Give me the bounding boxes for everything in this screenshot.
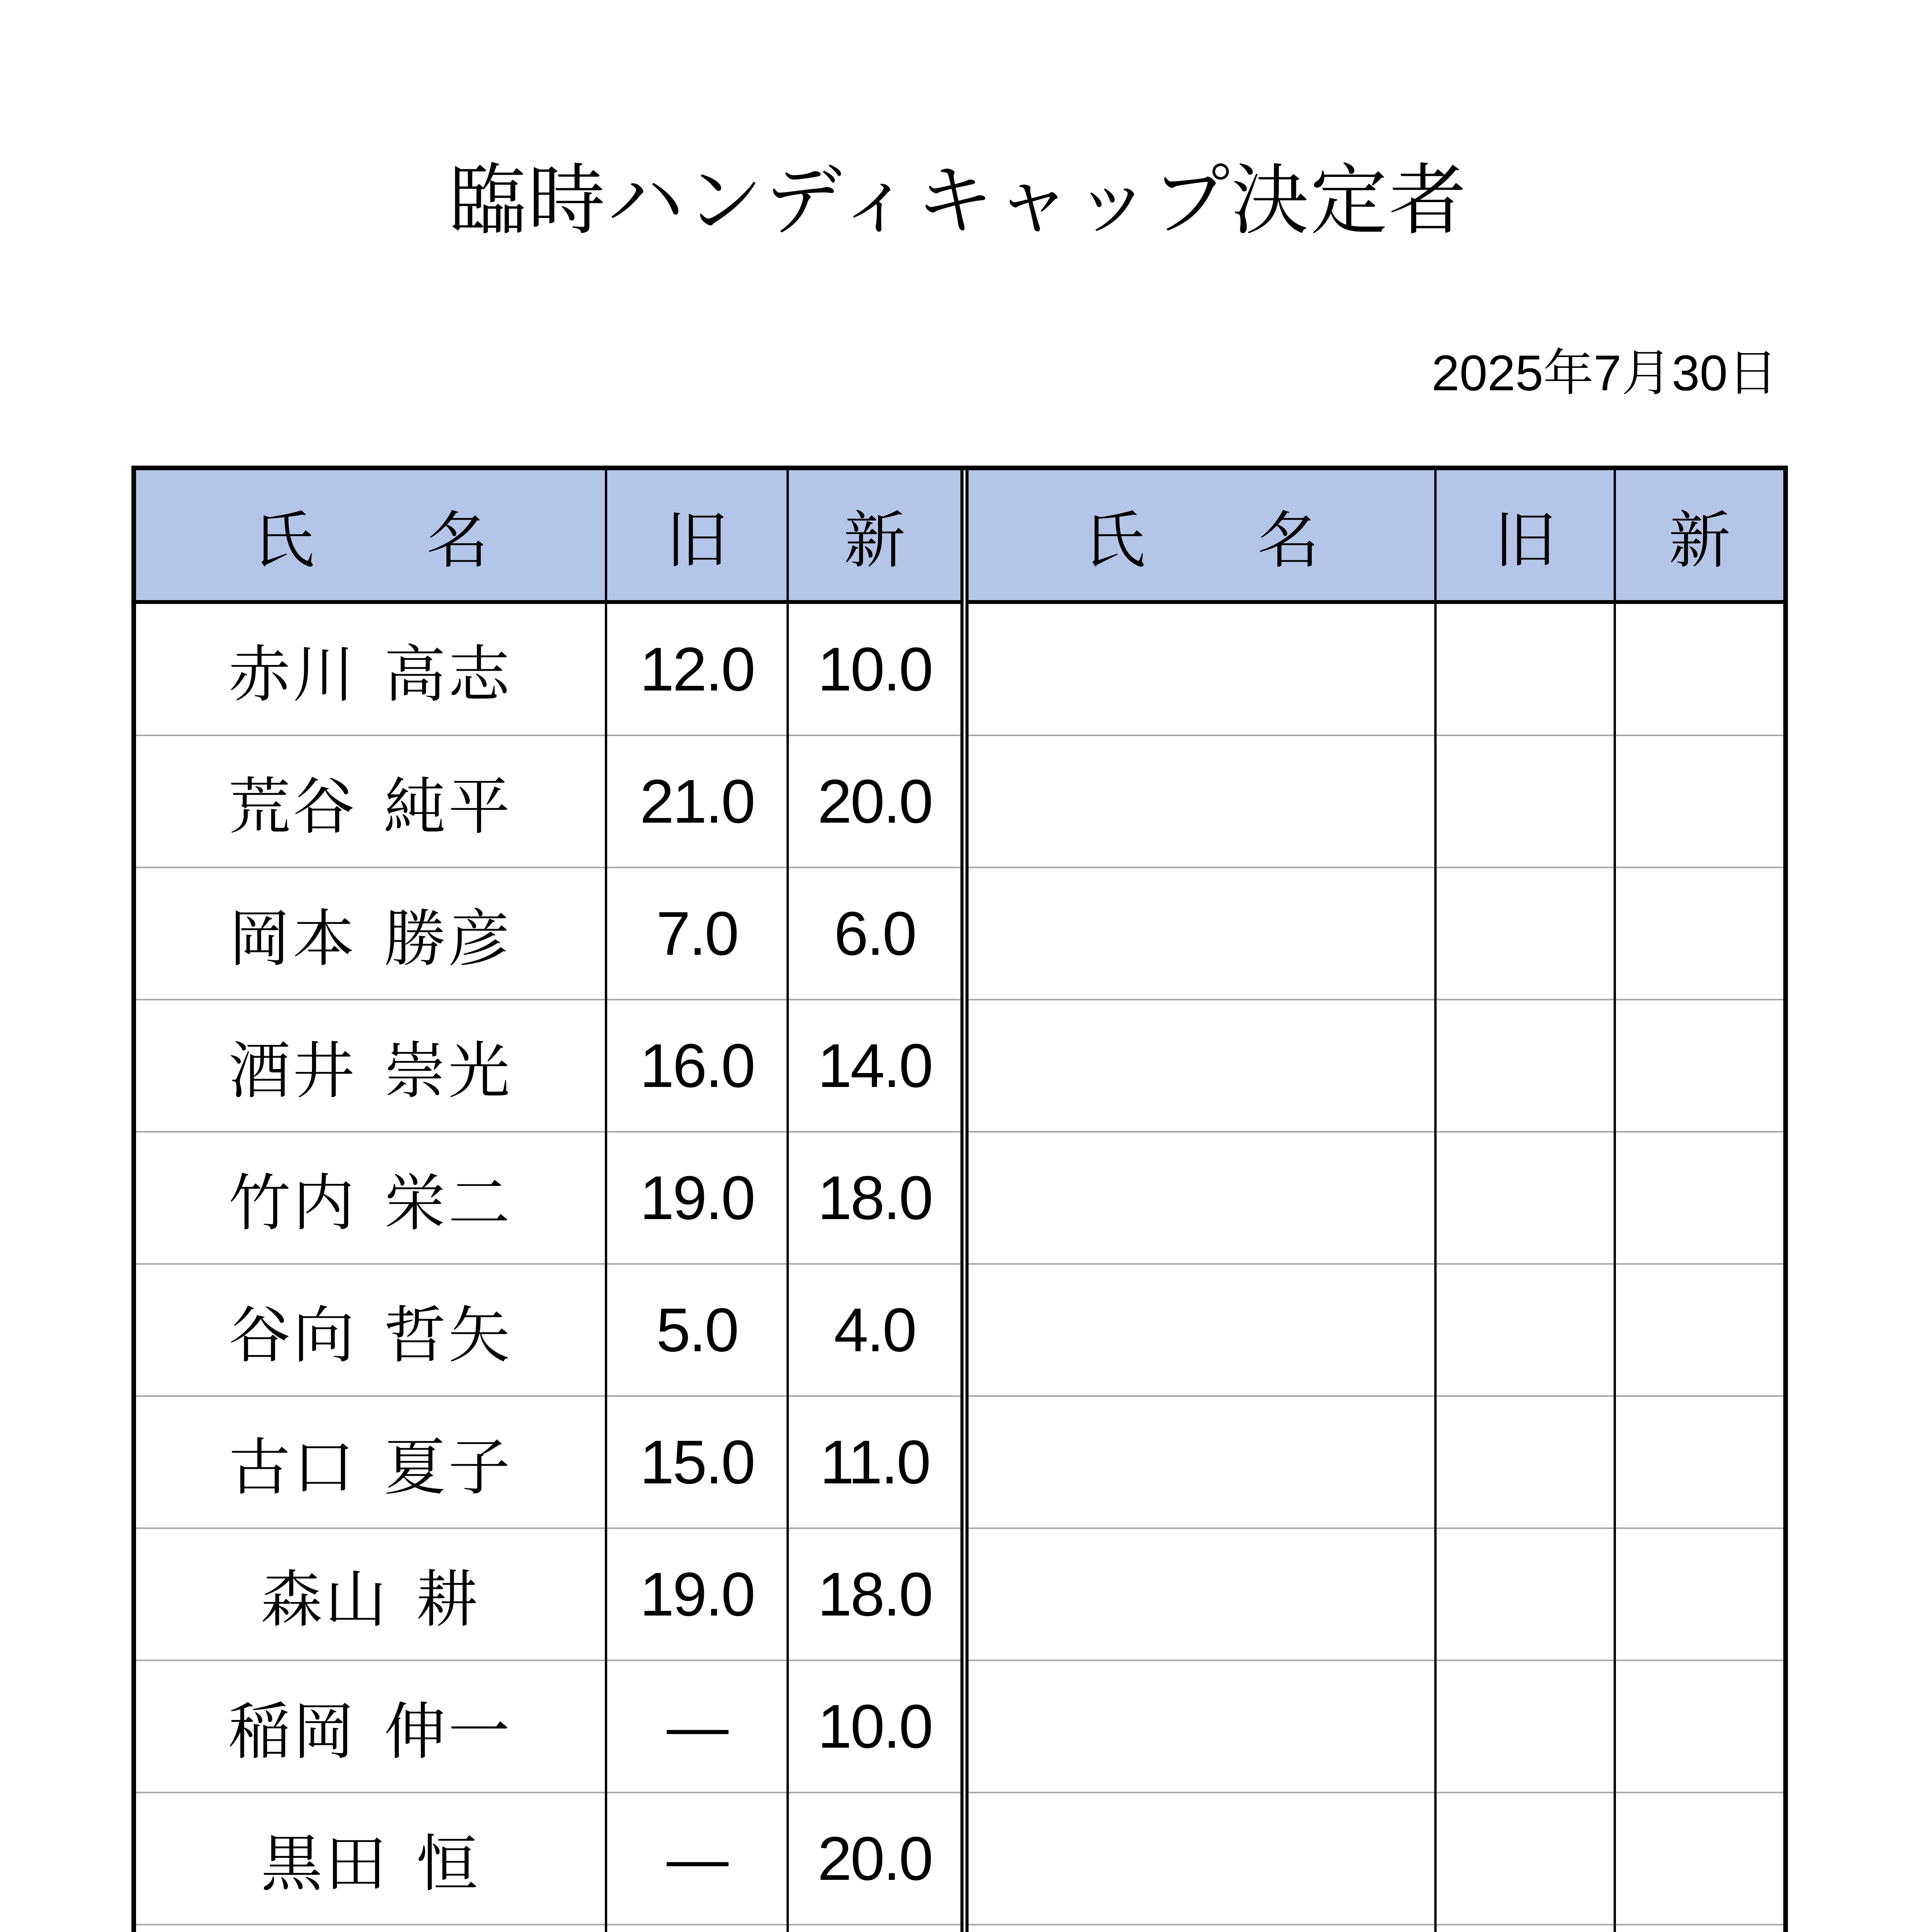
given-name: 栄二 <box>384 1167 512 1239</box>
old-handicap-cell <box>1435 735 1615 867</box>
new-handicap-cell: 18.0 <box>788 1132 960 1264</box>
family-name: 森山 <box>260 1563 389 1636</box>
given-name: 恒 <box>416 1828 480 1900</box>
new-handicap-cell <box>1615 1793 1783 1925</box>
given-name: 崇光 <box>384 1035 512 1107</box>
player-name-cell <box>969 1132 1435 1264</box>
new-handicap-cell: 20.0 <box>788 1793 960 1925</box>
table-row <box>969 602 1783 735</box>
double-divider <box>960 470 969 1932</box>
new-handicap-cell <box>1615 735 1783 867</box>
player-name-cell <box>969 1660 1435 1793</box>
header-name-1: 氏 <box>1083 504 1146 577</box>
player-name-cell <box>969 1396 1435 1528</box>
new-handicap-cell: 10.0 <box>788 602 960 735</box>
player-name-cell <box>136 1396 606 1528</box>
table-row <box>969 1660 1783 1793</box>
table-row <box>969 1528 1783 1660</box>
player-name-cell <box>969 1793 1435 1925</box>
old-handicap-cell <box>1435 1264 1615 1396</box>
given-name: 純平 <box>384 770 512 843</box>
new-handicap-cell <box>1615 1000 1783 1132</box>
old-handicap-cell <box>1435 602 1615 735</box>
document-title: 臨時ハンディキャップ決定者 <box>449 156 1468 246</box>
old-handicap-cell <box>606 1925 788 1932</box>
left-panel <box>136 470 960 1932</box>
document-date: 2025年7月30日 <box>1431 345 1778 401</box>
old-handicap-cell: 21.0 <box>606 735 788 867</box>
player-name-cell <box>136 1793 606 1925</box>
old-handicap-cell: 15.0 <box>606 1396 788 1528</box>
new-handicap-cell: 14.0 <box>788 1000 960 1132</box>
family-name: 竹内 <box>228 1167 357 1239</box>
old-handicap-cell <box>1435 1000 1615 1132</box>
new-handicap-cell: 18.0 <box>788 1528 960 1660</box>
old-handicap-cell <box>1435 1528 1615 1660</box>
header-name-2: 名 <box>1257 504 1319 577</box>
table-row <box>969 735 1783 867</box>
header-name-1: 氏 <box>252 504 315 577</box>
player-name-cell <box>136 1264 606 1396</box>
left-header-row <box>136 470 960 602</box>
player-name-cell <box>136 735 606 867</box>
new-handicap-cell <box>1615 602 1783 735</box>
given-name: 高志 <box>384 638 512 711</box>
table-row <box>969 1925 1783 1932</box>
old-handicap-cell <box>1435 867 1615 1000</box>
family-name: 荒谷 <box>228 770 357 843</box>
old-handicap-cell: 19.0 <box>606 1132 788 1264</box>
right-header-row <box>969 470 1783 602</box>
table-row <box>969 1000 1783 1132</box>
player-name-cell <box>136 1528 606 1660</box>
player-name-cell <box>969 602 1435 735</box>
table-row <box>136 1660 960 1793</box>
new-handicap-cell <box>1615 1264 1783 1396</box>
new-handicap-cell: 11.0 <box>788 1396 960 1528</box>
old-handicap-cell <box>1435 1132 1615 1264</box>
given-name: 夏子 <box>384 1431 512 1503</box>
table-row <box>969 867 1783 1000</box>
player-name-cell <box>969 735 1435 867</box>
family-name: 谷向 <box>228 1299 357 1371</box>
family-name: 黒田 <box>260 1828 389 1900</box>
old-handicap-cell: — <box>606 1793 788 1925</box>
header-new: 新 <box>788 470 960 602</box>
old-handicap-cell <box>1435 1660 1615 1793</box>
old-handicap-cell: 19.0 <box>606 1528 788 1660</box>
table-row <box>969 1132 1783 1264</box>
new-handicap-cell <box>788 1925 960 1932</box>
right-table <box>969 470 1783 1932</box>
table-row <box>136 1264 960 1396</box>
given-name: 伸一 <box>384 1696 512 1768</box>
old-handicap-cell: — <box>606 1660 788 1793</box>
given-name: 勝彦 <box>384 903 512 975</box>
old-handicap-cell <box>1435 1925 1615 1932</box>
table-row <box>969 1793 1783 1925</box>
table-row <box>136 1396 960 1528</box>
table-row <box>136 1793 960 1925</box>
table-row <box>136 1132 960 1264</box>
family-name: 稲岡 <box>228 1696 357 1768</box>
handicap-table <box>131 466 1788 1932</box>
table-row <box>136 1925 960 1932</box>
old-handicap-cell: 5.0 <box>606 1264 788 1396</box>
header-old: 旧 <box>1435 470 1615 602</box>
player-name-cell <box>969 1925 1435 1932</box>
family-name: 酒井 <box>228 1035 357 1107</box>
old-handicap-cell <box>1435 1793 1615 1925</box>
new-handicap-cell <box>1615 1528 1783 1660</box>
player-name-cell <box>136 602 606 735</box>
family-name: 古口 <box>228 1431 357 1503</box>
player-name-cell <box>136 867 606 1000</box>
old-handicap-cell: 7.0 <box>606 867 788 1000</box>
given-name: 哲矢 <box>384 1299 512 1371</box>
table-row <box>136 735 960 867</box>
new-handicap-cell <box>1615 1396 1783 1528</box>
header-name-2: 名 <box>426 504 489 577</box>
given-name: 耕 <box>416 1563 480 1636</box>
table-row <box>136 1000 960 1132</box>
table-row <box>136 602 960 735</box>
table-row <box>136 867 960 1000</box>
right-panel <box>969 470 1783 1932</box>
player-name-cell <box>136 1132 606 1264</box>
new-handicap-cell: 4.0 <box>788 1264 960 1396</box>
table-row <box>969 1396 1783 1528</box>
new-handicap-cell <box>1615 1132 1783 1264</box>
old-handicap-cell: 16.0 <box>606 1000 788 1132</box>
new-handicap-cell <box>1615 867 1783 1000</box>
header-new: 新 <box>1615 470 1783 602</box>
player-name-cell <box>969 1264 1435 1396</box>
left-table <box>136 470 960 1932</box>
player-name-cell <box>969 867 1435 1000</box>
new-handicap-cell <box>1615 1925 1783 1932</box>
player-name-cell <box>136 1000 606 1132</box>
family-name: 赤川 <box>228 638 357 711</box>
table-row <box>969 1264 1783 1396</box>
new-handicap-cell <box>1615 1660 1783 1793</box>
table-row <box>136 1528 960 1660</box>
new-handicap-cell: 6.0 <box>788 867 960 1000</box>
new-handicap-cell: 10.0 <box>788 1660 960 1793</box>
new-handicap-cell: 20.0 <box>788 735 960 867</box>
player-name-cell <box>136 1925 606 1932</box>
header-old: 旧 <box>606 470 788 602</box>
header-name <box>969 470 1435 602</box>
player-name-cell <box>136 1660 606 1793</box>
old-handicap-cell: 12.0 <box>606 602 788 735</box>
player-name-cell <box>969 1000 1435 1132</box>
old-handicap-cell <box>1435 1396 1615 1528</box>
player-name-cell <box>969 1528 1435 1660</box>
header-name <box>136 470 606 602</box>
family-name: 岡本 <box>228 903 357 975</box>
